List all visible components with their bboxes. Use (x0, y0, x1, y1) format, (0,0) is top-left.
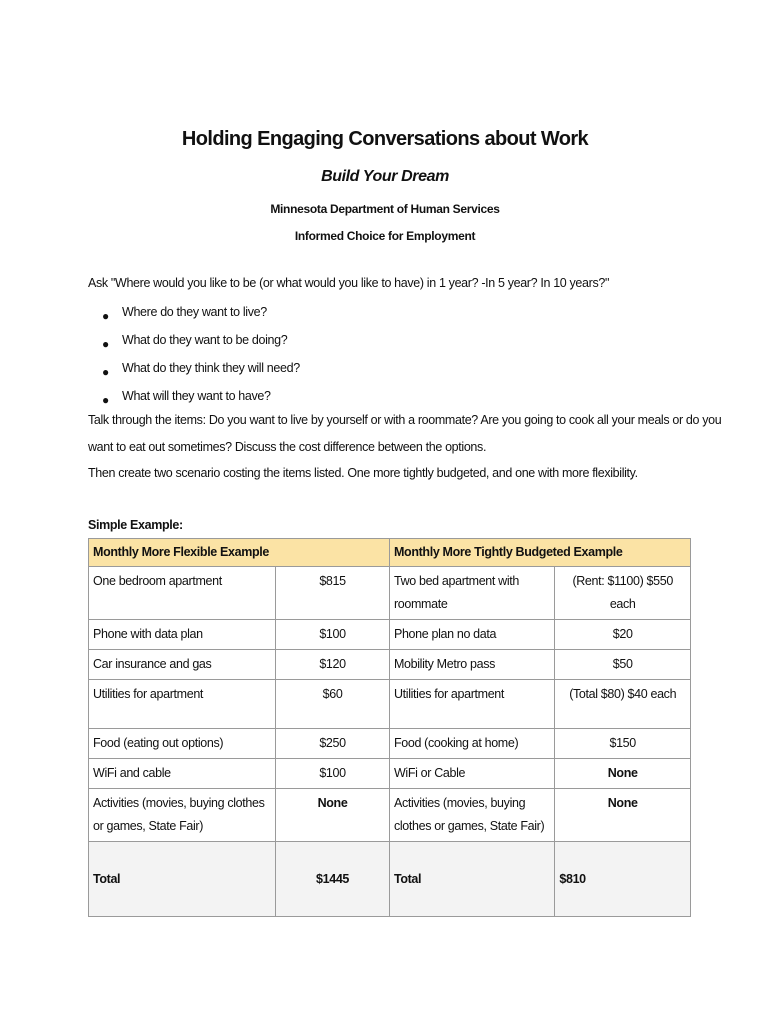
scenario-instructions: Then create two scenario costing the items listed. One more tightly budgeted, and one with more flexibility. (88, 466, 638, 480)
flex-cost: $60 (276, 680, 390, 729)
total-label-flexible: Total (89, 842, 276, 917)
flex-item: Phone with data plan (89, 620, 276, 650)
table-row (89, 567, 691, 620)
tight-item: Activities (movies, buying clothes or games, State Fair) (389, 789, 554, 842)
total-label-tight: Total (389, 842, 554, 917)
bullet-list (102, 302, 300, 414)
budget-table (88, 538, 691, 917)
talk-through-line-1: Talk through the items: Do you want to live by yourself or with a roommate? Are you going to cook all your meals or do you (88, 413, 722, 427)
flex-item: Activities (movies, buying clothes or games, State Fair) (89, 789, 276, 842)
flex-item: Utilities for apartment (89, 680, 276, 729)
tight-cost: None (555, 789, 691, 842)
table-header-row (89, 539, 691, 567)
tight-cost: None (555, 759, 691, 789)
header-flexible: Monthly More Flexible Example (89, 539, 390, 567)
list-item: ● What do they want to be doing? (102, 330, 300, 358)
total-row (89, 842, 691, 917)
bullet-icon: ● (102, 393, 109, 407)
tight-item: Mobility Metro pass (389, 650, 554, 680)
flex-cost: None (276, 789, 390, 842)
bullet-icon: ● (102, 365, 109, 379)
flex-cost: $120 (276, 650, 390, 680)
total-flexible: $1445 (276, 842, 390, 917)
tight-cost: $150 (555, 729, 691, 759)
bullet-icon: ● (102, 337, 109, 351)
flex-cost: $815 (276, 567, 390, 620)
program-name: Informed Choice for Employment (294, 229, 476, 243)
tight-cost: $20 (555, 620, 691, 650)
flex-item: WiFi and cable (89, 759, 276, 789)
flex-cost: $100 (276, 759, 390, 789)
intro-question: Ask "Where would you like to be (or what would you like to have) in 1 year? -In 5 year? In 10 years?" (88, 276, 610, 290)
flex-item: One bedroom apartment (89, 567, 276, 620)
organization-name: Minnesota Department of Human Services (270, 202, 500, 216)
list-item: ● What do they think they will need? (102, 358, 300, 386)
table-row (89, 650, 691, 680)
header-tight: Monthly More Tightly Budgeted Example (389, 539, 690, 567)
tight-item: Phone plan no data (389, 620, 554, 650)
flex-item: Food (eating out options) (89, 729, 276, 759)
flex-item: Car insurance and gas (89, 650, 276, 680)
table-row (89, 680, 691, 729)
flex-cost: $250 (276, 729, 390, 759)
tight-item: Two bed apartment with roommate (389, 567, 554, 620)
list-item: ● Where do they want to live? (102, 302, 300, 330)
document-subtitle: Build Your Dream (321, 168, 449, 185)
total-tight: $810 (555, 842, 691, 917)
tight-cost: (Rent: $1100) $550 each (555, 567, 691, 620)
table-row (89, 620, 691, 650)
talk-through-line-2: want to eat out sometimes? Discuss the cost difference between the options. (88, 440, 487, 454)
tight-item: Utilities for apartment (389, 680, 554, 729)
simple-example-label: Simple Example: (88, 518, 183, 532)
table-row (89, 759, 691, 789)
table-row (89, 789, 691, 842)
flex-cost: $100 (276, 620, 390, 650)
tight-cost: (Total $80) $40 each (555, 680, 691, 729)
document-title: Holding Engaging Conversations about Work (181, 128, 589, 150)
list-item: ● What will they want to have? (102, 386, 300, 414)
bullet-icon: ● (102, 309, 109, 323)
tight-item: Food (cooking at home) (389, 729, 554, 759)
tight-item: WiFi or Cable (389, 759, 554, 789)
table-row (89, 729, 691, 759)
tight-cost: $50 (555, 650, 691, 680)
